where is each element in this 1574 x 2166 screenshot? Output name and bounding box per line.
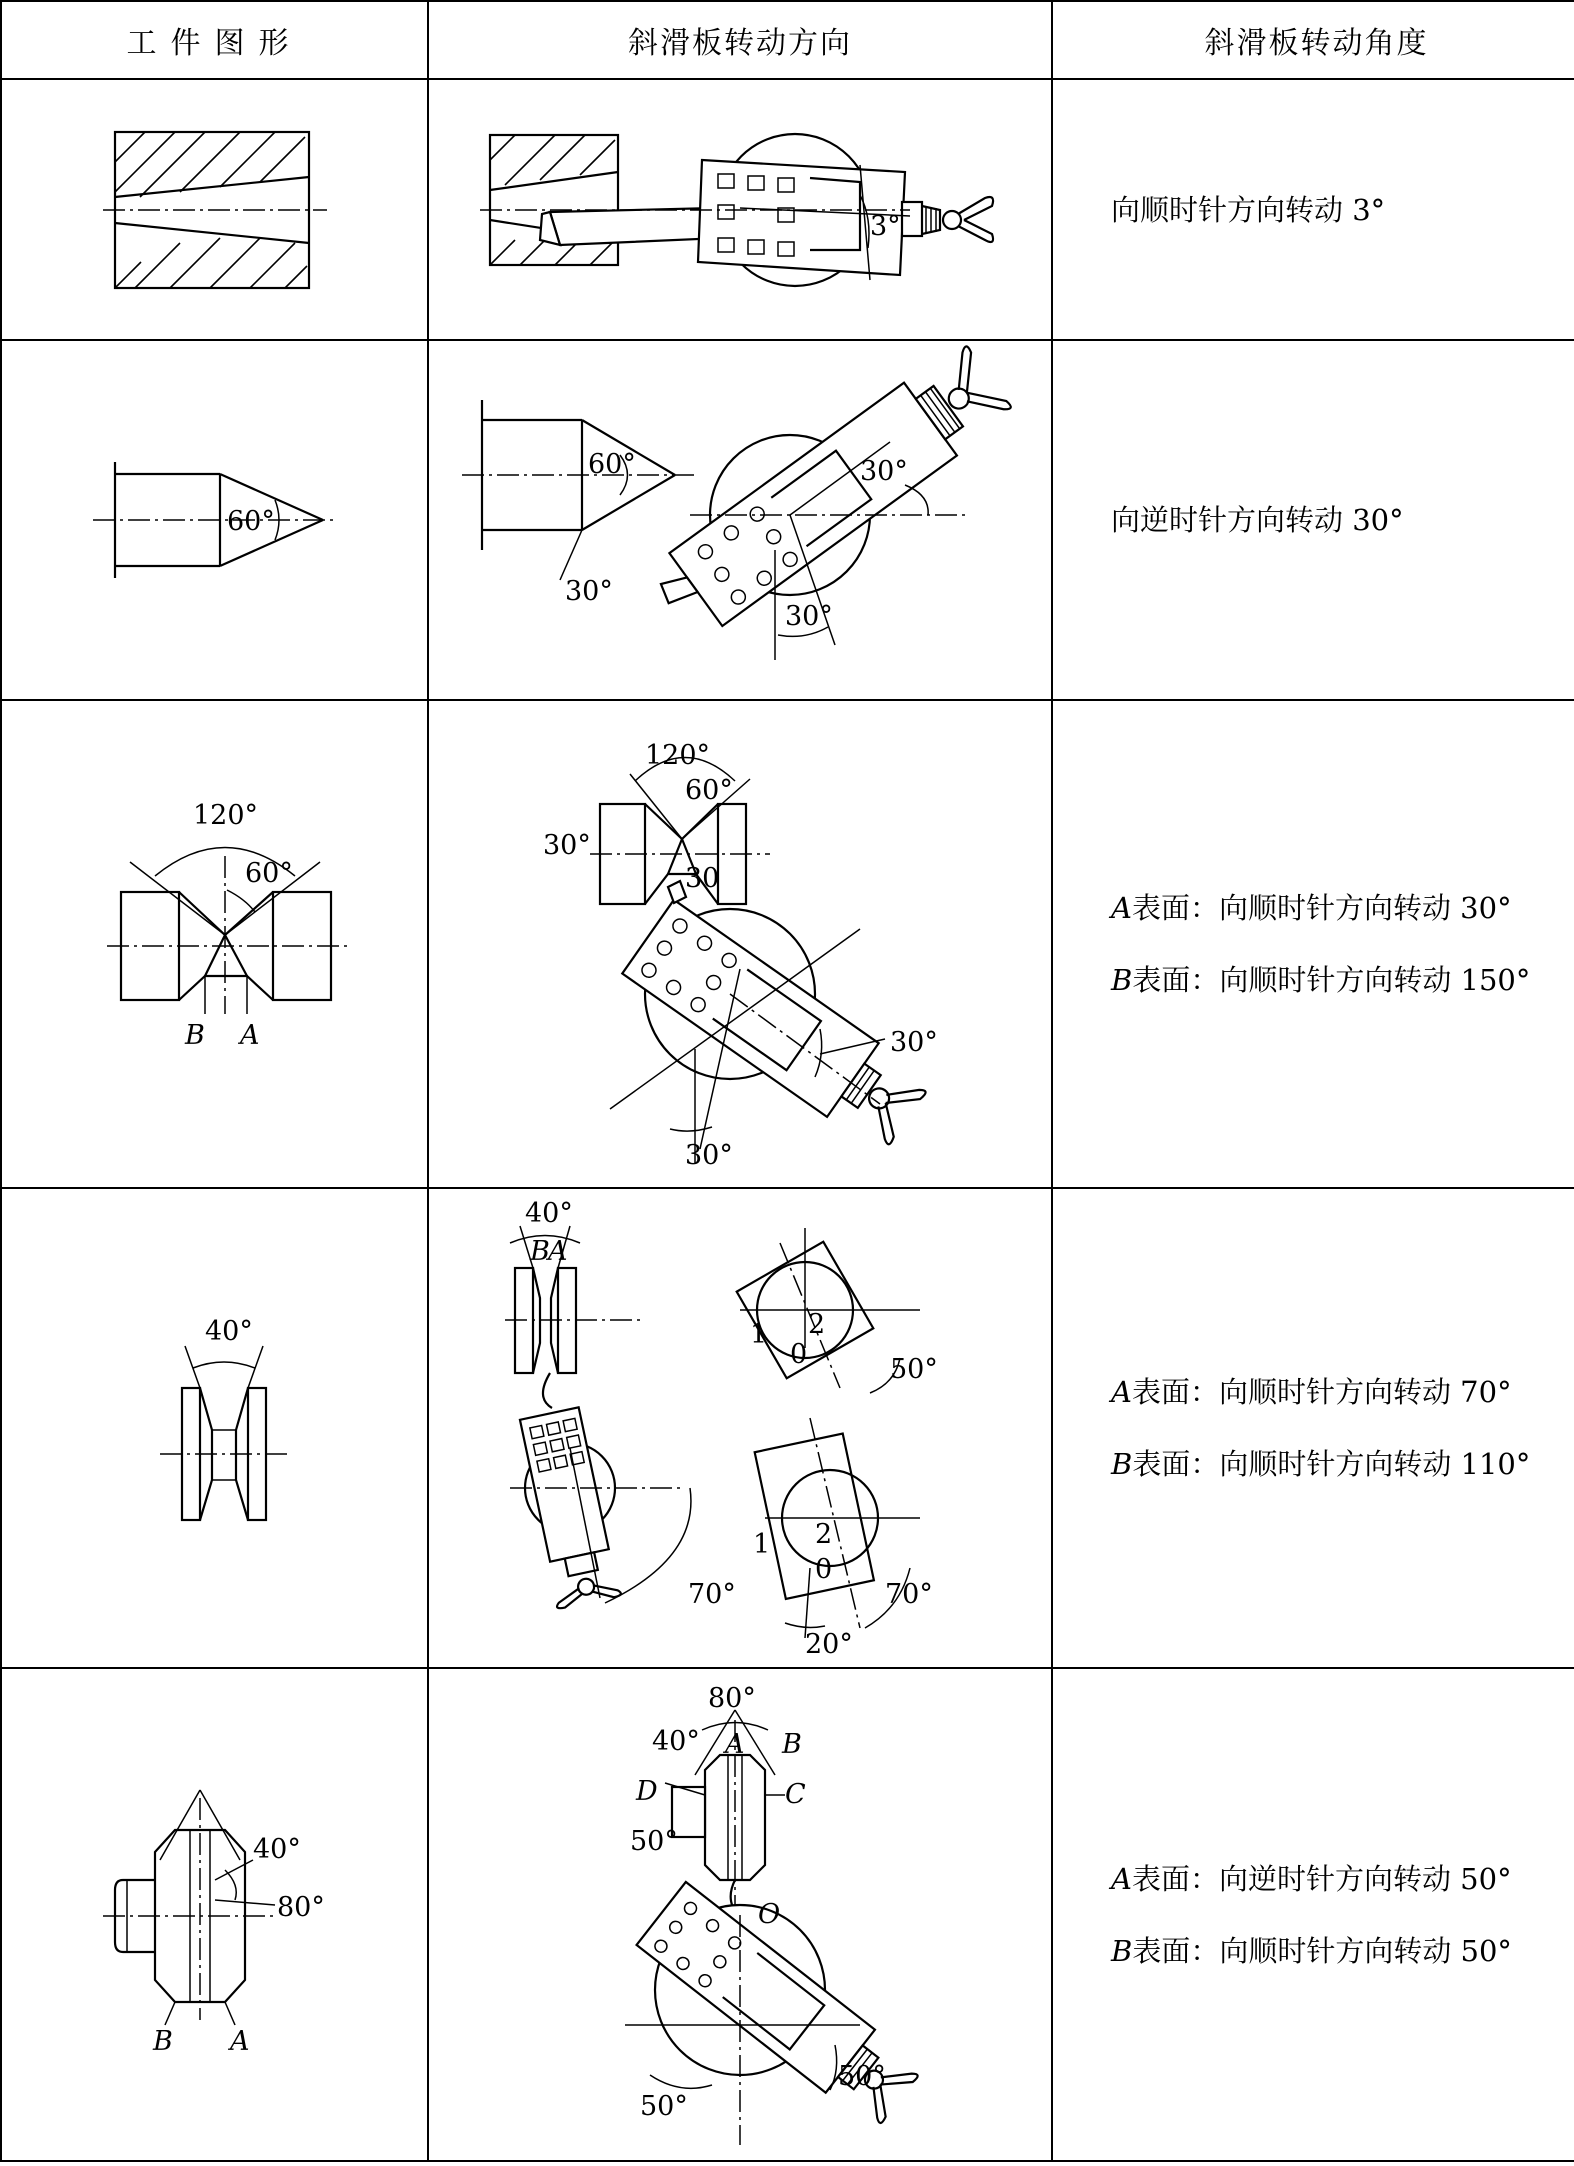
face-label: B xyxy=(530,1236,550,1267)
angle-label: 30° xyxy=(785,601,833,632)
angle-line xyxy=(1111,174,1574,246)
angle-label: 40° xyxy=(252,1833,301,1865)
workpiece-figure-1 xyxy=(1,79,428,340)
angle-label: 50° xyxy=(640,2090,688,2122)
face-label: A xyxy=(229,2025,249,2057)
angle-label: 40° xyxy=(652,1725,700,1757)
direction-drawing-1 xyxy=(440,90,1040,330)
workpiece-figure-2 xyxy=(1,340,428,700)
workpiece-drawing-2 xyxy=(15,350,415,690)
face-label: C xyxy=(785,1778,806,1810)
angle-text: 表面：向顺时针方向转动 150° xyxy=(1132,963,1531,997)
workpiece-figure-3 xyxy=(1,700,428,1188)
angle-label: 50° xyxy=(630,1825,678,1857)
angle-cell-3 xyxy=(1052,700,1574,1188)
angle-line xyxy=(1111,944,1574,1016)
header-row xyxy=(1,1,1574,79)
table-row xyxy=(1,340,1574,700)
workpiece-figure-5 xyxy=(1,1668,428,2161)
angle-label: 70° xyxy=(885,1579,933,1610)
workpiece-drawing-1 xyxy=(15,90,415,330)
table-row xyxy=(1,1188,1574,1668)
angle-label: 50° xyxy=(890,1354,938,1385)
face-label: A xyxy=(239,1020,259,1051)
angle-text: 表面：向逆时针方向转动 50° xyxy=(1131,1861,1512,1896)
angle-label: 70° xyxy=(688,1579,736,1610)
angle-label: 120° xyxy=(192,800,258,831)
angle-cell-4 xyxy=(1052,1188,1574,1668)
angle-label: 1 xyxy=(753,1529,771,1560)
angle-label: 30° xyxy=(543,830,591,861)
angle-text: 向逆时针方向转动 30° xyxy=(1111,503,1404,537)
direction-figure-4 xyxy=(428,1188,1052,1668)
direction-figure-2 xyxy=(428,340,1052,700)
angle-line xyxy=(1111,1915,1574,1987)
angle-label: 30° xyxy=(860,456,908,487)
face-label: A xyxy=(1111,891,1132,925)
workpiece-drawing-4 xyxy=(15,1198,415,1658)
angle-line xyxy=(1111,1356,1574,1428)
face-label: B xyxy=(1111,1933,1133,1968)
face-label: B xyxy=(1111,1447,1133,1481)
angle-text: 表面：向顺时针方向转动 110° xyxy=(1132,1447,1531,1481)
angle-label: 50° xyxy=(838,2060,886,2092)
angle-label: 60° xyxy=(685,775,733,806)
face-label: A xyxy=(1111,1375,1132,1409)
header-workpiece: 工件图形 xyxy=(1,1,428,79)
workpiece-figure-4 xyxy=(1,1188,428,1668)
angle-label: 60° xyxy=(588,449,636,480)
direction-figure-3 xyxy=(428,700,1052,1188)
angle-label: 40° xyxy=(525,1198,573,1229)
angle-label: 0 xyxy=(790,1339,808,1370)
angle-label: 20° xyxy=(805,1629,853,1658)
face-label: D xyxy=(636,1775,658,1807)
angle-text: 表面：向顺时针方向转动 30° xyxy=(1131,891,1512,925)
angle-label: 2 xyxy=(815,1519,833,1550)
header-direction: 斜滑板转动方向 xyxy=(428,1,1052,79)
workpiece-drawing-5 xyxy=(15,1680,415,2150)
angle-line xyxy=(1111,1428,1574,1500)
angle-label: 30° xyxy=(565,576,613,607)
direction-figure-5 xyxy=(428,1668,1052,2161)
angle-text: 表面：向顺时针方向转动 70° xyxy=(1131,1375,1512,1409)
workpiece-drawing-3 xyxy=(15,714,415,1174)
face-label: B xyxy=(1111,963,1133,997)
angle-label: 30° xyxy=(890,1027,938,1058)
angle-label: 30° xyxy=(685,1140,733,1171)
direction-figure-1 xyxy=(428,79,1052,340)
angle-label: 40° xyxy=(204,1316,253,1347)
angle-line xyxy=(1111,1843,1574,1915)
table-row xyxy=(1,700,1574,1188)
angle-label: 60° xyxy=(226,506,275,537)
face-label: B xyxy=(782,1728,802,1760)
table-row xyxy=(1,79,1574,340)
direction-drawing-5 xyxy=(440,1675,1040,2155)
angle-label: 1 xyxy=(750,1319,768,1350)
angle-text: 向顺时针方向转动 3° xyxy=(1111,192,1386,227)
direction-drawing-3 xyxy=(440,709,1040,1179)
header-angle: 斜滑板转动角度 xyxy=(1052,1,1574,79)
face-label: O xyxy=(758,1898,781,1930)
angle-label: 0 xyxy=(815,1554,833,1585)
direction-drawing-4 xyxy=(440,1198,1040,1658)
face-label: A xyxy=(548,1236,568,1267)
table-row xyxy=(1,1668,1574,2161)
angle-label: 2 xyxy=(808,1309,826,1340)
angle-cell-5 xyxy=(1052,1668,1574,2161)
angle-cell-2 xyxy=(1052,340,1574,700)
angle-label: 120° xyxy=(645,740,711,771)
angle-label: 3° xyxy=(870,210,901,242)
angle-label: 80° xyxy=(708,1682,756,1714)
angle-label: 80° xyxy=(276,1891,325,1923)
face-label: B xyxy=(152,2025,173,2057)
face-label: B xyxy=(184,1020,205,1051)
angle-line xyxy=(1111,872,1574,944)
angle-line xyxy=(1111,484,1574,556)
angle-cell-1 xyxy=(1052,79,1574,340)
face-label: A xyxy=(1111,1861,1132,1896)
face-label: A xyxy=(725,1728,745,1760)
angle-text: 表面：向顺时针方向转动 50° xyxy=(1132,1933,1512,1968)
angle-label: 60° xyxy=(244,858,293,889)
angle-label: 30 xyxy=(685,863,720,894)
direction-drawing-2 xyxy=(440,345,1040,695)
